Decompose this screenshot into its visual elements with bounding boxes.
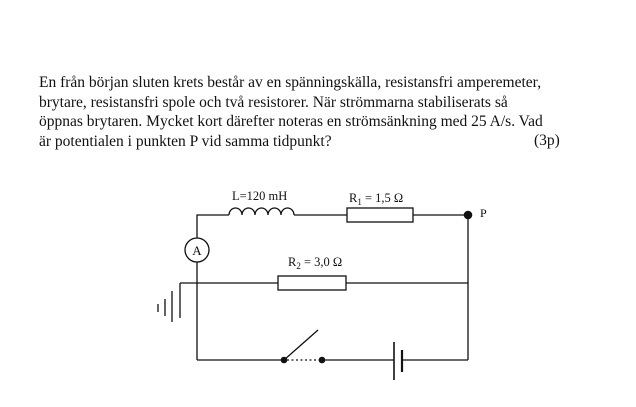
r1-label: $R_1 = 1,5$ Ω (349, 191, 404, 207)
switch-terminal-right (319, 357, 326, 364)
r2-label: $R_2 = 3,0$ Ω (288, 255, 343, 271)
resistor-r1 (347, 208, 413, 222)
wire-top-left (197, 215, 229, 238)
inductor-label: L=120 mH (232, 189, 288, 203)
switch-terminal-left (281, 357, 288, 364)
points-label: (3p) (534, 132, 560, 149)
problem-line-3: öppnas brytaren. Mycket kort därefter noteras en strömsänkning med 25 A/s. Vad (39, 113, 543, 130)
inductor-coil (229, 208, 294, 215)
problem-line-4: är potentialen i punkten P vid samma tidpunkt? (39, 132, 332, 150)
point-p-label: P (480, 206, 487, 220)
switch-lever (284, 330, 318, 360)
problem-line-1: En från början sluten krets består av en spänningskälla, resistansfri amperemeter, (39, 74, 542, 91)
problem-line-2: brytare, resistansfri spole och två resistorer. När strömmarna stabiliserats så (39, 93, 508, 111)
point-p-dot (464, 211, 473, 220)
ammeter-symbol: A (192, 243, 202, 258)
resistor-r2 (278, 276, 346, 290)
